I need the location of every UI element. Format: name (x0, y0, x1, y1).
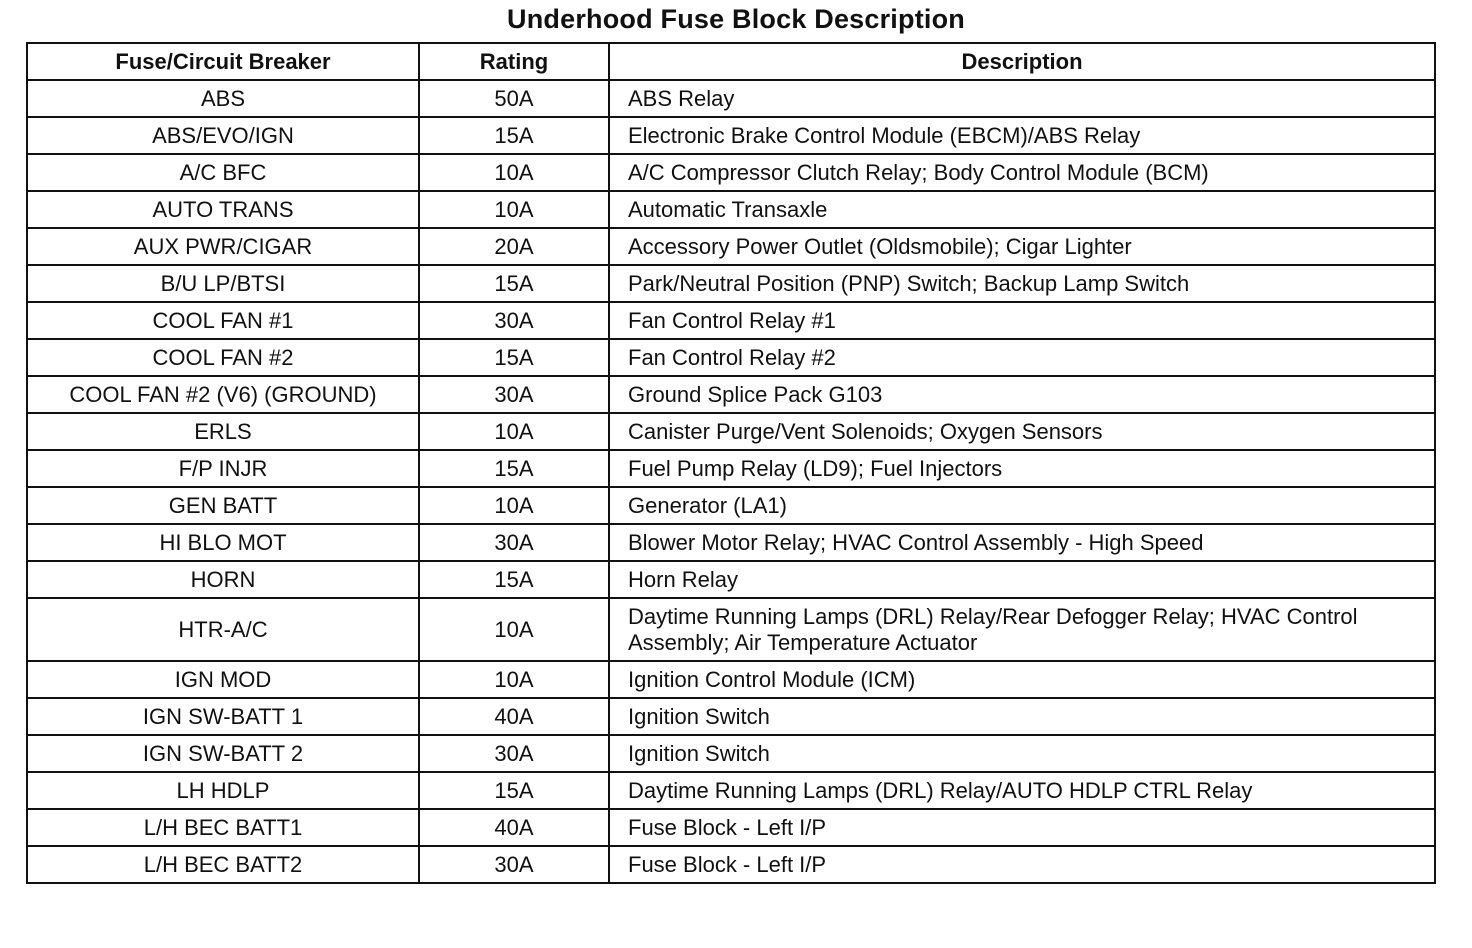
table-row (27, 809, 1435, 846)
rating-cell: 40A (419, 809, 609, 846)
rating-cell: 30A (419, 846, 609, 883)
description-cell: Horn Relay (609, 561, 1435, 598)
fuse-cell: AUX PWR/CIGAR (27, 228, 419, 265)
table-header-row (27, 43, 1435, 80)
description-cell: Fuse Block - Left I/P (609, 809, 1435, 846)
rating-cell: 15A (419, 265, 609, 302)
description-cell: Blower Motor Relay; HVAC Control Assembly - High Speed (609, 524, 1435, 561)
description-cell: Fan Control Relay #1 (609, 302, 1435, 339)
fuse-cell: L/H BEC BATT1 (27, 809, 419, 846)
description-cell: Canister Purge/Vent Solenoids; Oxygen Sensors (609, 413, 1435, 450)
table-row (27, 191, 1435, 228)
fuse-cell: COOL FAN #1 (27, 302, 419, 339)
rating-cell: 40A (419, 698, 609, 735)
table-row (27, 376, 1435, 413)
rating-cell: 50A (419, 80, 609, 117)
fuse-cell: B/U LP/BTSI (27, 265, 419, 302)
description-cell: A/C Compressor Clutch Relay; Body Control Module (BCM) (609, 154, 1435, 191)
table-row (27, 487, 1435, 524)
header-rating: Rating (419, 43, 609, 80)
description-cell: Daytime Running Lamps (DRL) Relay/Rear Defogger Relay; HVAC Control Assembly; Air Temperature Actuator (609, 598, 1435, 661)
rating-cell: 10A (419, 487, 609, 524)
fuse-cell: IGN SW-BATT 1 (27, 698, 419, 735)
fuse-cell: HI BLO MOT (27, 524, 419, 561)
description-cell: Park/Neutral Position (PNP) Switch; Backup Lamp Switch (609, 265, 1435, 302)
fuse-cell: COOL FAN #2 (27, 339, 419, 376)
table-row (27, 561, 1435, 598)
description-cell: Ignition Switch (609, 735, 1435, 772)
table-body (27, 80, 1435, 883)
rating-cell: 15A (419, 450, 609, 487)
description-cell: Fuse Block - Left I/P (609, 846, 1435, 883)
fuse-cell: IGN MOD (27, 661, 419, 698)
fuse-cell: IGN SW-BATT 2 (27, 735, 419, 772)
table-row (27, 154, 1435, 191)
table-row (27, 698, 1435, 735)
table-row (27, 413, 1435, 450)
fuse-cell: F/P INJR (27, 450, 419, 487)
rating-cell: 30A (419, 302, 609, 339)
rating-cell: 30A (419, 376, 609, 413)
fuse-cell: ABS (27, 80, 419, 117)
fuse-cell: COOL FAN #2 (V6) (GROUND) (27, 376, 419, 413)
fuse-cell: HTR-A/C (27, 598, 419, 661)
rating-cell: 30A (419, 735, 609, 772)
rating-cell: 10A (419, 154, 609, 191)
rating-cell: 10A (419, 413, 609, 450)
description-cell: Electronic Brake Control Module (EBCM)/ABS Relay (609, 117, 1435, 154)
rating-cell: 10A (419, 661, 609, 698)
fuse-cell: LH HDLP (27, 772, 419, 809)
rating-cell: 20A (419, 228, 609, 265)
fuse-cell: ABS/EVO/IGN (27, 117, 419, 154)
fuse-cell: GEN BATT (27, 487, 419, 524)
table-row (27, 735, 1435, 772)
description-cell: Ground Splice Pack G103 (609, 376, 1435, 413)
description-cell: Generator (LA1) (609, 487, 1435, 524)
description-cell: Ignition Control Module (ICM) (609, 661, 1435, 698)
table-row (27, 339, 1435, 376)
table-row (27, 228, 1435, 265)
table-row (27, 661, 1435, 698)
fuse-cell: AUTO TRANS (27, 191, 419, 228)
description-cell: Accessory Power Outlet (Oldsmobile); Cigar Lighter (609, 228, 1435, 265)
rating-cell: 15A (419, 561, 609, 598)
table-row (27, 524, 1435, 561)
table-row (27, 80, 1435, 117)
fuse-cell: L/H BEC BATT2 (27, 846, 419, 883)
table-row (27, 772, 1435, 809)
rating-cell: 15A (419, 339, 609, 376)
rating-cell: 10A (419, 598, 609, 661)
fuse-cell: ERLS (27, 413, 419, 450)
table-row (27, 265, 1435, 302)
table-row (27, 450, 1435, 487)
header-description: Description (609, 43, 1435, 80)
rating-cell: 15A (419, 117, 609, 154)
fuse-cell: HORN (27, 561, 419, 598)
table-row (27, 117, 1435, 154)
rating-cell: 15A (419, 772, 609, 809)
description-cell: Fuel Pump Relay (LD9); Fuel Injectors (609, 450, 1435, 487)
description-cell: ABS Relay (609, 80, 1435, 117)
description-cell: Fan Control Relay #2 (609, 339, 1435, 376)
fuse-cell: A/C BFC (27, 154, 419, 191)
page-title: Underhood Fuse Block Description (507, 4, 965, 34)
description-cell: Daytime Running Lamps (DRL) Relay/AUTO HDLP CTRL Relay (609, 772, 1435, 809)
description-cell: Ignition Switch (609, 698, 1435, 735)
table-row (27, 302, 1435, 339)
header-fuse: Fuse/Circuit Breaker (27, 43, 419, 80)
rating-cell: 30A (419, 524, 609, 561)
description-cell: Automatic Transaxle (609, 191, 1435, 228)
rating-cell: 10A (419, 191, 609, 228)
table-row (27, 598, 1435, 661)
table-row (27, 846, 1435, 883)
fuse-table (26, 42, 1436, 884)
